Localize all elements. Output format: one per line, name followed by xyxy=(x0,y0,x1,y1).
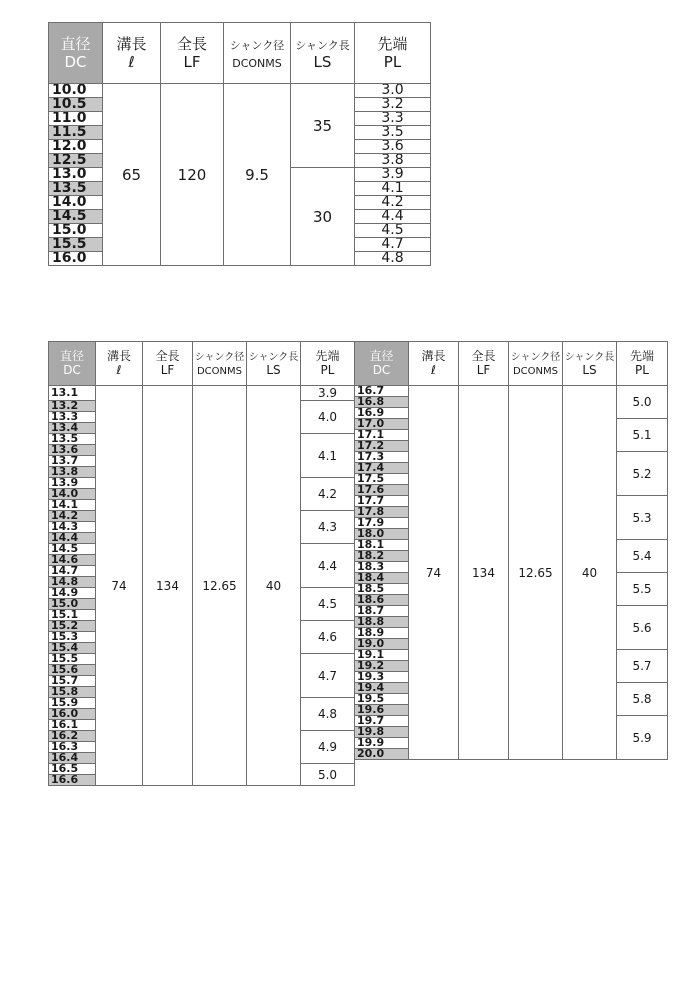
overall-length-cell: 134 xyxy=(143,386,193,786)
header-shank-l xyxy=(247,342,301,386)
pl-cell: 3.9 xyxy=(301,386,355,401)
header-dc xyxy=(355,342,409,386)
dc-cell: 15.0 xyxy=(49,599,96,610)
dc-cell: 16.1 xyxy=(49,720,96,731)
pl-cell: 5.8 xyxy=(617,683,668,716)
dc-cell: 19.5 xyxy=(355,694,409,705)
dc-cell: 16.6 xyxy=(49,775,96,786)
header-shank-d xyxy=(509,342,563,386)
header-pl xyxy=(617,342,668,386)
pl-cell: 4.7 xyxy=(355,238,431,252)
dc-cell: 20.0 xyxy=(355,749,409,760)
header-flute-code: ℓ xyxy=(431,362,436,377)
header-shank-l-code: LS xyxy=(266,362,281,377)
header-shank-l xyxy=(563,342,617,386)
spec-table-2 xyxy=(48,341,355,786)
dc-cell: 10.0 xyxy=(49,84,103,98)
dc-cell: 11.0 xyxy=(49,112,103,126)
header-flute xyxy=(103,23,161,84)
dc-cell: 17.5 xyxy=(355,474,409,485)
dc-cell: 13.5 xyxy=(49,434,96,445)
header-shank-d-code: DCONMS xyxy=(512,365,558,377)
shank-length-cell: 30 xyxy=(291,168,355,266)
header-dc-label: 直径 xyxy=(59,348,84,363)
header-pl xyxy=(301,342,355,386)
header-dc-code: DC xyxy=(63,362,81,377)
header-lf-code: LF xyxy=(160,362,175,377)
dc-cell: 16.4 xyxy=(49,753,96,764)
dc-cell: 17.6 xyxy=(355,485,409,496)
dc-cell: 14.6 xyxy=(49,555,96,566)
dc-cell: 13.9 xyxy=(49,478,96,489)
dc-cell: 18.1 xyxy=(355,540,409,551)
header-pl-label: 先端 xyxy=(377,35,408,53)
pl-cell: 3.5 xyxy=(355,126,431,140)
spec-table-1 xyxy=(48,22,431,266)
pl-cell: 3.6 xyxy=(355,140,431,154)
header-shank-d-label: シャンク径 xyxy=(194,351,245,363)
dc-cell: 15.5 xyxy=(49,238,103,252)
flute-length-cell: 65 xyxy=(103,84,161,266)
dc-cell: 15.0 xyxy=(49,224,103,238)
header-flute xyxy=(96,342,143,386)
dc-cell: 16.7 xyxy=(355,386,409,397)
dc-cell: 14.3 xyxy=(49,522,96,533)
dc-cell: 14.4 xyxy=(49,533,96,544)
header-pl xyxy=(355,23,431,84)
pl-cell: 4.2 xyxy=(355,196,431,210)
header-flute-code: ℓ xyxy=(128,53,135,71)
dc-cell: 18.7 xyxy=(355,606,409,617)
dc-cell: 13.2 xyxy=(49,401,96,412)
header-lf-code: LF xyxy=(476,362,491,377)
flute-length-cell: 74 xyxy=(409,386,459,760)
pl-cell: 4.0 xyxy=(301,401,355,434)
dc-cell: 16.3 xyxy=(49,742,96,753)
pl-cell: 3.2 xyxy=(355,98,431,112)
shank-diameter-cell: 9.5 xyxy=(224,84,291,266)
dc-cell: 14.5 xyxy=(49,544,96,555)
header-shank-d xyxy=(193,342,247,386)
dc-cell: 16.9 xyxy=(355,408,409,419)
header-lf-code: LF xyxy=(183,53,201,71)
dc-cell: 18.8 xyxy=(355,617,409,628)
dc-cell: 14.8 xyxy=(49,577,96,588)
header-shank-l-code: LS xyxy=(313,53,332,71)
pl-cell: 4.1 xyxy=(301,434,355,478)
header-flute xyxy=(409,342,459,386)
header-shank-l xyxy=(291,23,355,84)
dc-cell: 15.2 xyxy=(49,621,96,632)
pl-cell: 5.5 xyxy=(617,573,668,606)
dc-cell: 15.1 xyxy=(49,610,96,621)
table-row xyxy=(49,386,355,401)
dc-cell: 17.2 xyxy=(355,441,409,452)
dc-cell: 11.5 xyxy=(49,126,103,140)
header-lf xyxy=(459,342,509,386)
spec-table-3 xyxy=(354,341,668,760)
dc-cell: 14.1 xyxy=(49,500,96,511)
dc-cell: 17.9 xyxy=(355,518,409,529)
dc-cell: 14.0 xyxy=(49,489,96,500)
header-dc xyxy=(49,23,103,84)
overall-length-cell: 120 xyxy=(161,84,224,266)
dc-cell: 15.8 xyxy=(49,687,96,698)
header-shank-d-label: シャンク径 xyxy=(510,351,561,363)
dc-cell: 17.8 xyxy=(355,507,409,518)
dc-cell: 19.4 xyxy=(355,683,409,694)
pl-cell: 3.8 xyxy=(355,154,431,168)
dc-cell: 15.4 xyxy=(49,643,96,654)
pl-cell: 3.9 xyxy=(355,168,431,182)
dc-cell: 15.7 xyxy=(49,676,96,687)
pl-cell: 5.3 xyxy=(617,496,668,540)
dc-cell: 14.9 xyxy=(49,588,96,599)
header-shank-d-code: DCONMS xyxy=(232,57,282,70)
pl-cell: 5.9 xyxy=(617,716,668,760)
header-shank-d xyxy=(224,23,291,84)
dc-cell: 10.5 xyxy=(49,98,103,112)
header-dc-code: DC xyxy=(64,53,87,71)
dc-cell: 13.8 xyxy=(49,467,96,478)
header-flute-label: 溝長 xyxy=(116,35,147,53)
header-lf-label: 全長 xyxy=(471,348,496,363)
header-shank-d-code: DCONMS xyxy=(196,365,242,377)
dc-cell: 17.1 xyxy=(355,430,409,441)
dc-cell: 12.0 xyxy=(49,140,103,154)
header-lf-label: 全長 xyxy=(155,348,180,363)
pl-cell: 3.3 xyxy=(355,112,431,126)
header-shank-d-label: シャンク径 xyxy=(229,39,285,52)
pl-cell: 5.1 xyxy=(617,419,668,452)
dc-cell: 13.4 xyxy=(49,423,96,434)
dc-cell: 19.8 xyxy=(355,727,409,738)
dc-cell: 14.7 xyxy=(49,566,96,577)
pl-cell: 4.9 xyxy=(301,731,355,764)
shank-diameter-cell: 12.65 xyxy=(193,386,247,786)
dc-cell: 12.5 xyxy=(49,154,103,168)
dc-cell: 18.2 xyxy=(355,551,409,562)
header-lf xyxy=(161,23,224,84)
shank-diameter-cell: 12.65 xyxy=(509,386,563,760)
pl-cell: 5.0 xyxy=(301,764,355,786)
header-lf-label: 全長 xyxy=(176,35,207,53)
pl-cell: 5.6 xyxy=(617,606,668,650)
dc-cell: 14.5 xyxy=(49,210,103,224)
header-pl-code: PL xyxy=(320,362,335,377)
pl-cell: 5.2 xyxy=(617,452,668,496)
table-row xyxy=(355,386,668,397)
pl-cell: 3.0 xyxy=(355,84,431,98)
dc-cell: 17.3 xyxy=(355,452,409,463)
dc-cell: 13.5 xyxy=(49,182,103,196)
dc-cell: 19.7 xyxy=(355,716,409,727)
header-shank-l-label: シャンク長 xyxy=(248,351,299,363)
dc-cell: 16.0 xyxy=(49,252,103,266)
pl-cell: 4.5 xyxy=(355,224,431,238)
pl-cell: 4.3 xyxy=(301,511,355,544)
dc-cell: 19.6 xyxy=(355,705,409,716)
dc-cell: 15.5 xyxy=(49,654,96,665)
header-flute-code: ℓ xyxy=(116,362,122,377)
pl-cell: 5.7 xyxy=(617,650,668,683)
header-shank-l-label: シャンク長 xyxy=(295,39,350,52)
dc-cell: 15.9 xyxy=(49,698,96,709)
dc-cell: 13.0 xyxy=(49,168,103,182)
shank-length-cell: 40 xyxy=(247,386,301,786)
header-shank-l-label: シャンク長 xyxy=(564,351,615,363)
dc-cell: 17.4 xyxy=(355,463,409,474)
table-row xyxy=(49,84,431,98)
dc-cell: 18.0 xyxy=(355,529,409,540)
dc-cell: 14.0 xyxy=(49,196,103,210)
dc-cell: 19.3 xyxy=(355,672,409,683)
dc-cell: 18.9 xyxy=(355,628,409,639)
dc-cell: 17.7 xyxy=(355,496,409,507)
pl-cell: 4.5 xyxy=(301,588,355,621)
shank-length-cell: 40 xyxy=(563,386,617,760)
header-lf xyxy=(143,342,193,386)
header-flute-label: 溝長 xyxy=(421,348,446,363)
dc-cell: 16.5 xyxy=(49,764,96,775)
pl-cell: 5.4 xyxy=(617,540,668,573)
dc-cell: 19.2 xyxy=(355,661,409,672)
dc-cell: 13.6 xyxy=(49,445,96,456)
pl-cell: 5.0 xyxy=(617,386,668,419)
dc-cell: 13.1 xyxy=(49,386,96,401)
header-pl-code: PL xyxy=(635,362,649,377)
shank-length-cell: 35 xyxy=(291,84,355,168)
pl-cell: 4.4 xyxy=(355,210,431,224)
dc-cell: 15.6 xyxy=(49,665,96,676)
header-dc-label: 直径 xyxy=(369,348,394,363)
pl-cell: 4.7 xyxy=(301,654,355,698)
header-pl-code: PL xyxy=(383,53,402,71)
header-pl-label: 先端 xyxy=(315,348,340,363)
pl-cell: 4.4 xyxy=(301,544,355,588)
dc-cell: 19.9 xyxy=(355,738,409,749)
dc-cell: 19.1 xyxy=(355,650,409,661)
dc-cell: 18.6 xyxy=(355,595,409,606)
pl-cell: 4.8 xyxy=(355,252,431,266)
flute-length-cell: 74 xyxy=(96,386,143,786)
pl-cell: 4.8 xyxy=(301,698,355,731)
dc-cell: 18.5 xyxy=(355,584,409,595)
header-flute-label: 溝長 xyxy=(106,348,131,363)
dc-cell: 16.0 xyxy=(49,709,96,720)
dc-cell: 15.3 xyxy=(49,632,96,643)
dc-cell: 14.2 xyxy=(49,511,96,522)
pl-cell: 4.2 xyxy=(301,478,355,511)
dc-cell: 19.0 xyxy=(355,639,409,650)
header-dc xyxy=(49,342,96,386)
header-shank-l-code: LS xyxy=(582,362,597,377)
pl-cell: 4.6 xyxy=(301,621,355,654)
dc-cell: 17.0 xyxy=(355,419,409,430)
header-pl-label: 先端 xyxy=(629,348,654,363)
dc-cell: 13.3 xyxy=(49,412,96,423)
dc-cell: 16.2 xyxy=(49,731,96,742)
header-dc-label: 直径 xyxy=(60,35,91,53)
header-dc-code: DC xyxy=(372,362,391,377)
pl-cell: 4.1 xyxy=(355,182,431,196)
overall-length-cell: 134 xyxy=(459,386,509,760)
dc-cell: 18.3 xyxy=(355,562,409,573)
dc-cell: 18.4 xyxy=(355,573,409,584)
dc-cell: 16.8 xyxy=(355,397,409,408)
dc-cell: 13.7 xyxy=(49,456,96,467)
